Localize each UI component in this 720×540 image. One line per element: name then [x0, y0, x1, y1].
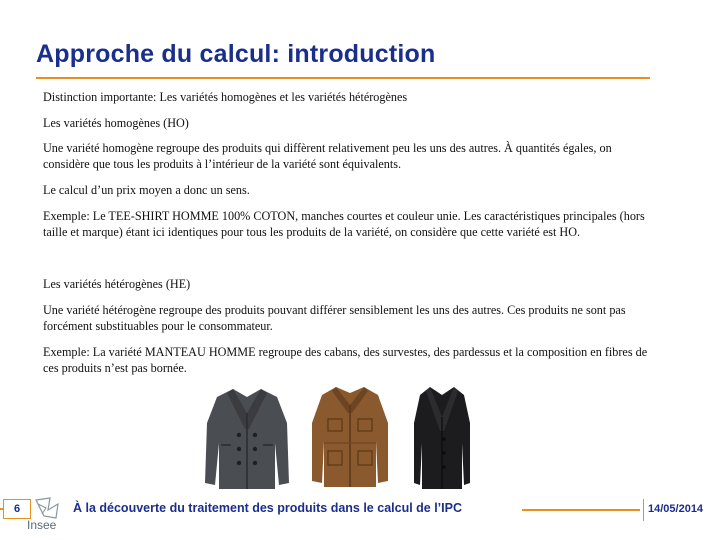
heading-heterogeneous: Les variétés hétérogènes (HE) [43, 277, 191, 291]
heading-homogeneous: Les variétés homogènes (HO) [43, 116, 189, 130]
black-overcoat-image [412, 383, 472, 491]
title-underline [36, 77, 650, 79]
paragraph-homogeneous-definition: Une variété homogène regroupe des produits qui diffèrent relativement peu les uns des autres. À quantités égales, on considère que tous les produits à l’intérieur de la variété sont équivalents. [43, 141, 612, 171]
slide-number: 6 [3, 499, 31, 519]
grey-pea-coat-image [203, 383, 291, 491]
coat-images [0, 383, 720, 493]
brown-jacket-image [310, 383, 390, 489]
paragraph-heterogeneous-definition: Une variété hétérogène regroupe des produits pouvant différer sensiblement les uns des autres. Ces produits ne sont pas forcément substituables pour le consommateur. [43, 303, 626, 333]
paragraph-distinction: Distinction importante: Les variétés homogènes et les variétés hétérogènes [43, 90, 408, 104]
slide-title: Approche du calcul: introduction [36, 40, 436, 68]
paragraph-average-price: Le calcul d’un prix moyen a donc un sens. [43, 183, 250, 197]
footer-title: À la découverte du traitement des produits dans le calcul de l’IPC [73, 501, 462, 515]
paragraph-example-tshirt: Exemple: Le TEE-SHIRT HOMME 100% COTON, manches courtes et couleur unie. Les caractéristiques principales (hors taille et marque) étant ici identiques pour tous les produits de la variété, on considère que cette variété est HO. [43, 209, 645, 239]
insee-logo-text: Insee [27, 518, 57, 532]
paragraph-example-coat: Exemple: La variété MANTEAU HOMME regroupe des cabans, des survestes, des pardessus et la composition en fibres de ces produits n’est pas bornée. [43, 345, 648, 375]
footer-date: 14/05/2014 [643, 499, 720, 521]
footer-accent-rule [522, 509, 640, 511]
